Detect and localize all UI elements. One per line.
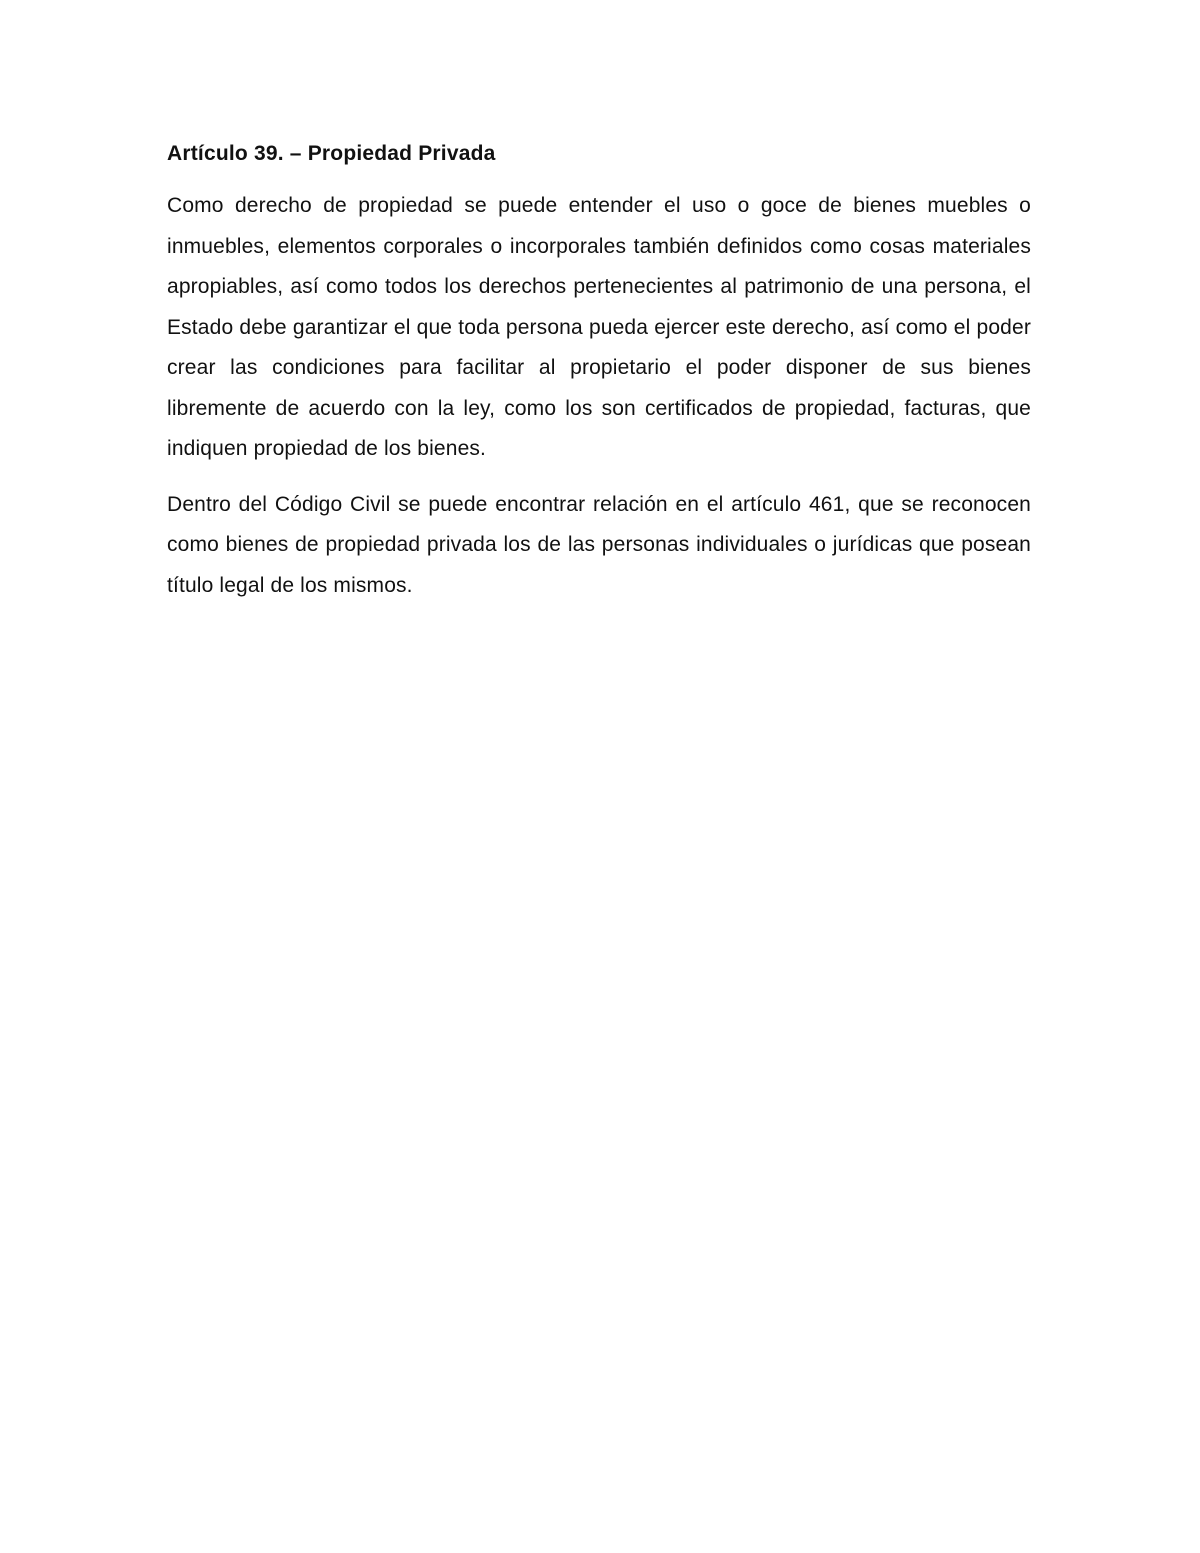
paragraph-civil-code-reference: Dentro del Código Civil se puede encontrar relación en el artículo 461, que se reconocen como bienes de propiedad privada los de las personas individuales o jurídicas que posean título legal de los mismos.	[167, 492, 1031, 597]
paragraph-property-definition: Como derecho de propiedad se puede entender el uso o goce de bienes muebles o inmuebles, elementos corporales o incorporales también definidos como cosas materiales apropiables, así como todos los derechos pertenecientes al patrimonio de una persona, el Estado debe garantizar el que toda persona pueda ejercer este derecho, así como el poder crear las condiciones para facilitar al propietario el poder disponer de sus bienes libremente de acuerdo con la ley, como los son certificados de propiedad, facturas, que indiquen propiedad de los bienes.	[167, 194, 1031, 460]
article-heading: Artículo 39. – Propiedad Privada	[167, 142, 496, 165]
document-body	[167, 136, 1031, 621]
